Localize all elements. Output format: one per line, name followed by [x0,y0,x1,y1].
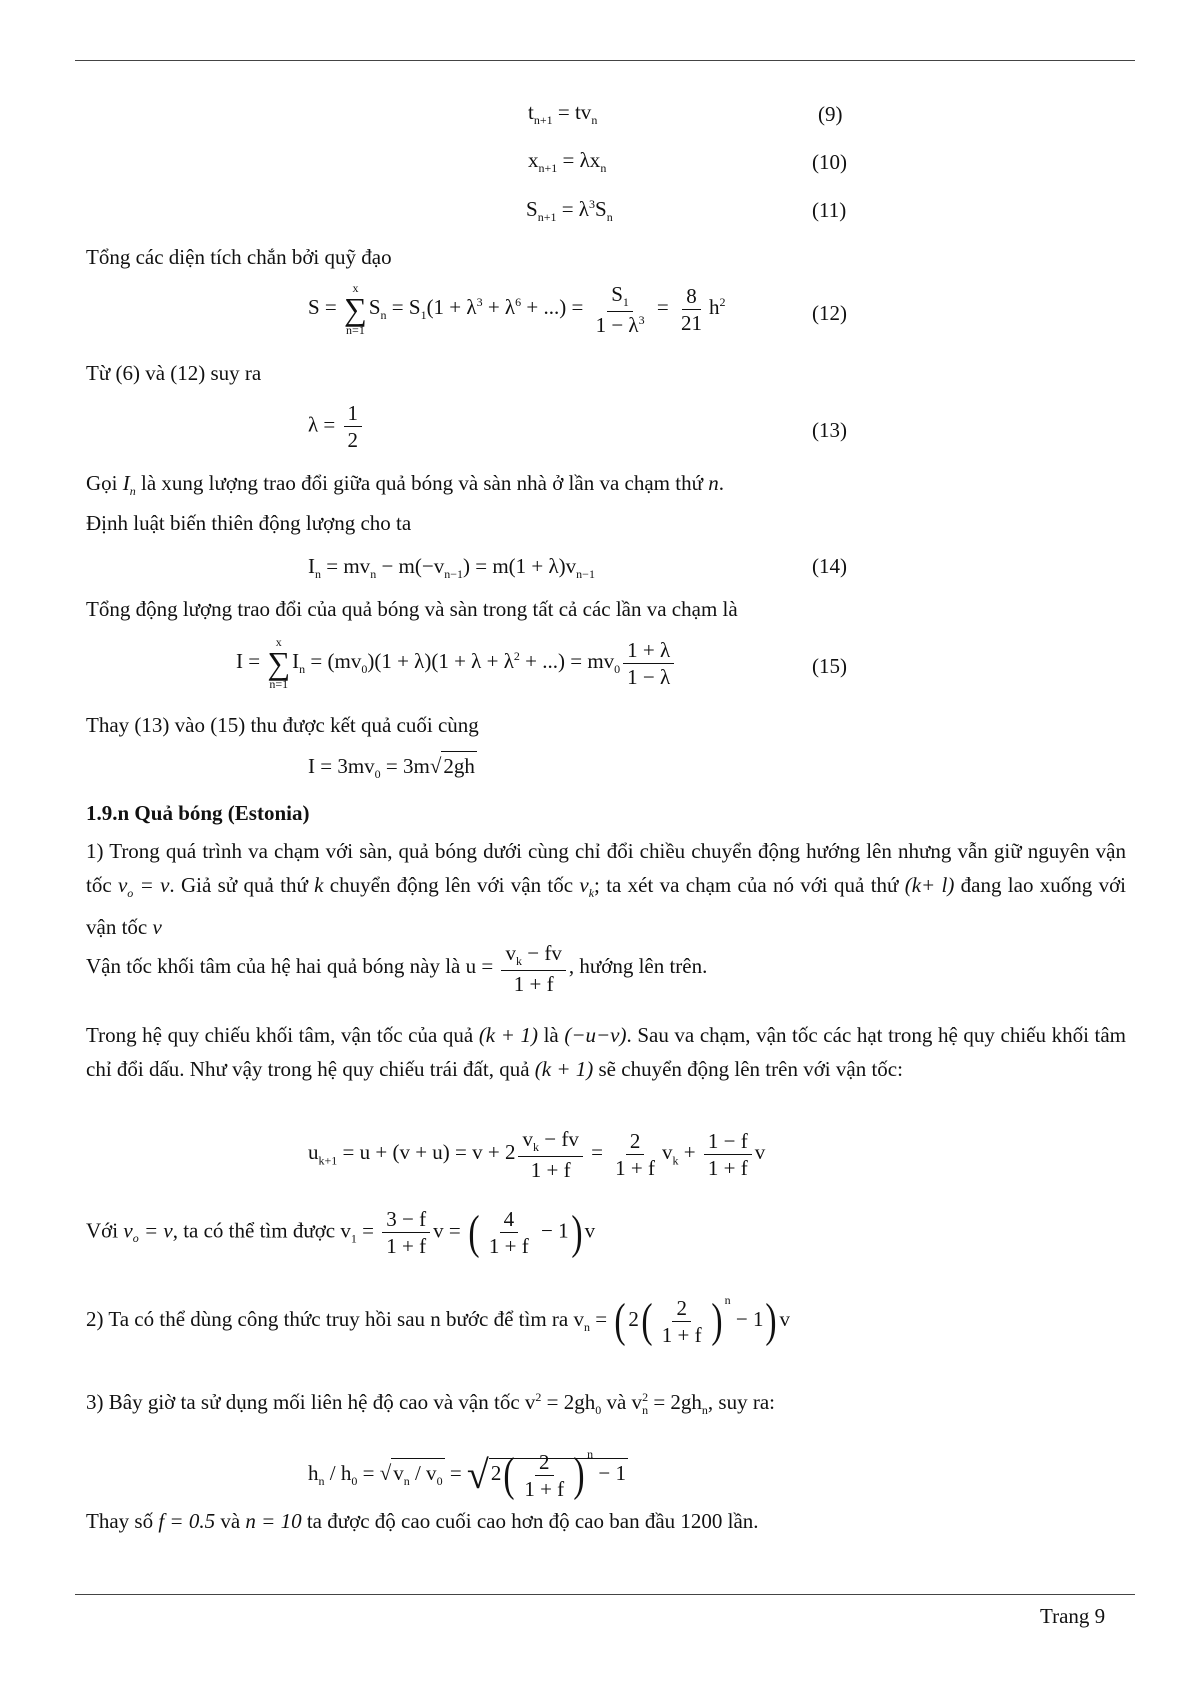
fraction: $\frac{v_k - fv}{1 + f}$ [518,1128,582,1181]
paragraph-conclusion: Thay số f = 0.5 và n = 10 ta được độ cao cuối cao hơn độ cao ban đầu 1200 lần. [86,1509,759,1533]
paragraph-momentum-law: Định luật biến thiên động lượng cho ta [86,511,412,535]
square-root: √2gh [430,756,477,777]
equation-number-15: (15) [812,654,847,678]
paragraph-cm-frame: Trong hệ quy chiếu khối tâm, vận tốc của quả (k + 1) là (−u−v). Sau va chạm, vận tốc các hạt trong hệ quy chiếu khối tâm chỉ đổi dấu. Như vậy trong hệ quy chiếu trái đất, quả (k + 1) sẽ chuyển động lên trên với vận tốc: [86,1023,1127,1081]
equation-number-9: (9) [818,102,843,126]
square-root: √2( $\frac{2}{1 + f}$ ) $^n$ − 1 [466,1447,627,1502]
equation-number-13: (13) [812,418,847,442]
fraction: $\frac{4}{1 + f}$ [488,1207,529,1259]
paragraph-part-2: 2) Ta có thể dùng công thức truy hồi sau n bước để tìm ra $v_n$ = ( 2( $\frac{2}{1 + f}$ ) $^n$ − 1) v [86,1293,790,1348]
square-root: $√v_n / v_0$ [380,1463,445,1487]
paragraph-total-momentum: Tổng động lượng trao đổi của quả bóng và sàn trong tất cả các lần va chạm là [86,597,738,621]
equation-height-ratio: $h_n / h_0 = √v_n / v_0 = √2$( $\frac{2}{1 + f}$ ) $^n$ − 1 [308,1447,627,1502]
paragraph-part-3: 3) Bây giờ ta sử dụng mối liên hệ độ cao và vận tốc $v^2 = 2gh_0$ và $v_n^2 = 2gh_n$, suy ra: [86,1390,775,1418]
paragraph-substitute: Thay (13) vào (15) thu được kết quả cuối cùng [86,713,479,737]
equation-9: $t_{n+1} = tv_n$ [528,100,598,128]
page-number: Trang 9 [1040,1604,1106,1628]
fraction: $\frac{S_1}{1 - \lambda^3}$ [595,281,645,337]
fraction: $\frac{2}{1 + f}$ [615,1128,656,1180]
equation-12: S = x ∑ n=1 $S_n = S_1(1 + \lambda^3 + \lambda^6$ + ...) = $\frac{S_1}{1 - \lambda^3}$ = $\frac{8}{21}$ $h^2$ [308,281,726,338]
paragraph-center-of-mass: Vận tốc khối tâm của hệ hai quả bóng này là u = $\frac{v_k - fv}{1 + f}$ , hướng lên trên. [86,941,708,996]
sum-symbol: x ∑ n=1 [344,281,367,338]
equation-number-12: (12) [812,301,847,325]
paragraph-part-1: 1) Trong quá trình va chạm với sàn, quả bóng dưới cùng chỉ đổi chiều chuyển động hướng lên nhưng vẫn giữ nguyên vận tốc $v_o = v$. Giả sử quả thứ k chuyển động lên với vận tốc $v_k$; ta xét va chạm của nó với quả thứ (k+ l) đang lao xuống với vận tốc v [86,839,1127,940]
fraction: $\frac{1 + \lambda}{1 - \lambda}$ [623,639,674,688]
equation-11: $S_{n+1} = \lambda^3S_n$ [526,197,613,225]
fraction: $\frac{8}{21}$ [680,283,702,335]
fraction: $\frac{2}{1 + f}$ [524,1449,565,1501]
fraction: $\frac{v_k - fv}{1 + f}$ [501,942,565,995]
fraction: $\frac{1}{2}$ [344,402,363,451]
paragraph-v1: Với $v_o = v$, ta có thể tìm được $v_1$ = $\frac{3 - f}{1 + f}$ v = ( $\frac{4}{1 + f}$ − 1) v [86,1205,596,1259]
equation-number-10: (10) [812,150,847,174]
equation-14: $I_n = mv_n - m(-v_{n-1}) = m(1 + \lambda)v_{n-1}$ [308,554,595,582]
equation-15: I = x ∑ n=1 $I_n = (mv_0)(1 + \lambda)(1 + \lambda + \lambda^2$ + ...) = $mv_0$ $\frac{1 + \lambda}{1 - \lambda}$ [236,636,677,690]
paragraph-from-6-12: Từ (6) và (12) suy ra [86,361,262,385]
header-rule [75,60,1135,61]
section-heading: 1.9.n Quả bóng (Estonia) [86,801,310,825]
footer-rule [75,1594,1135,1595]
equation-10: $x_{n+1} = \lambda x_n$ [528,148,607,176]
sum-symbol: x ∑ n=1 [267,635,291,692]
equation-u-k-plus-1: $u_{k+1} = u + (v + u) = v + 2$ $\frac{v_k - fv}{1 + f}$ = $\frac{2}{1 + f}$ $v_k$ + $\frac{1 - f}{1 + f}$ v [308,1127,766,1182]
equation-number-11: (11) [812,198,847,222]
equation-number-14: (14) [812,554,847,578]
fraction: $\frac{3 - f}{1 + f}$ [382,1208,430,1257]
fraction: $\frac{2}{1 + f}$ [661,1295,702,1347]
paragraph-impulse-def: Gọi $I_n$ là xung lượng trao đổi giữa quả bóng và sàn nhà ở lần va chạm thứ n. [86,471,724,499]
equation-13: λ = $\frac{1}{2}$ [308,402,365,451]
fraction: $\frac{1 - f}{1 + f}$ [704,1130,752,1179]
equation-final-impulse: $I = 3mv_0 = 3m√2gh$ [308,756,477,780]
paragraph-area-sum: Tổng các diện tích chắn bởi quỹ đạo [86,245,392,269]
